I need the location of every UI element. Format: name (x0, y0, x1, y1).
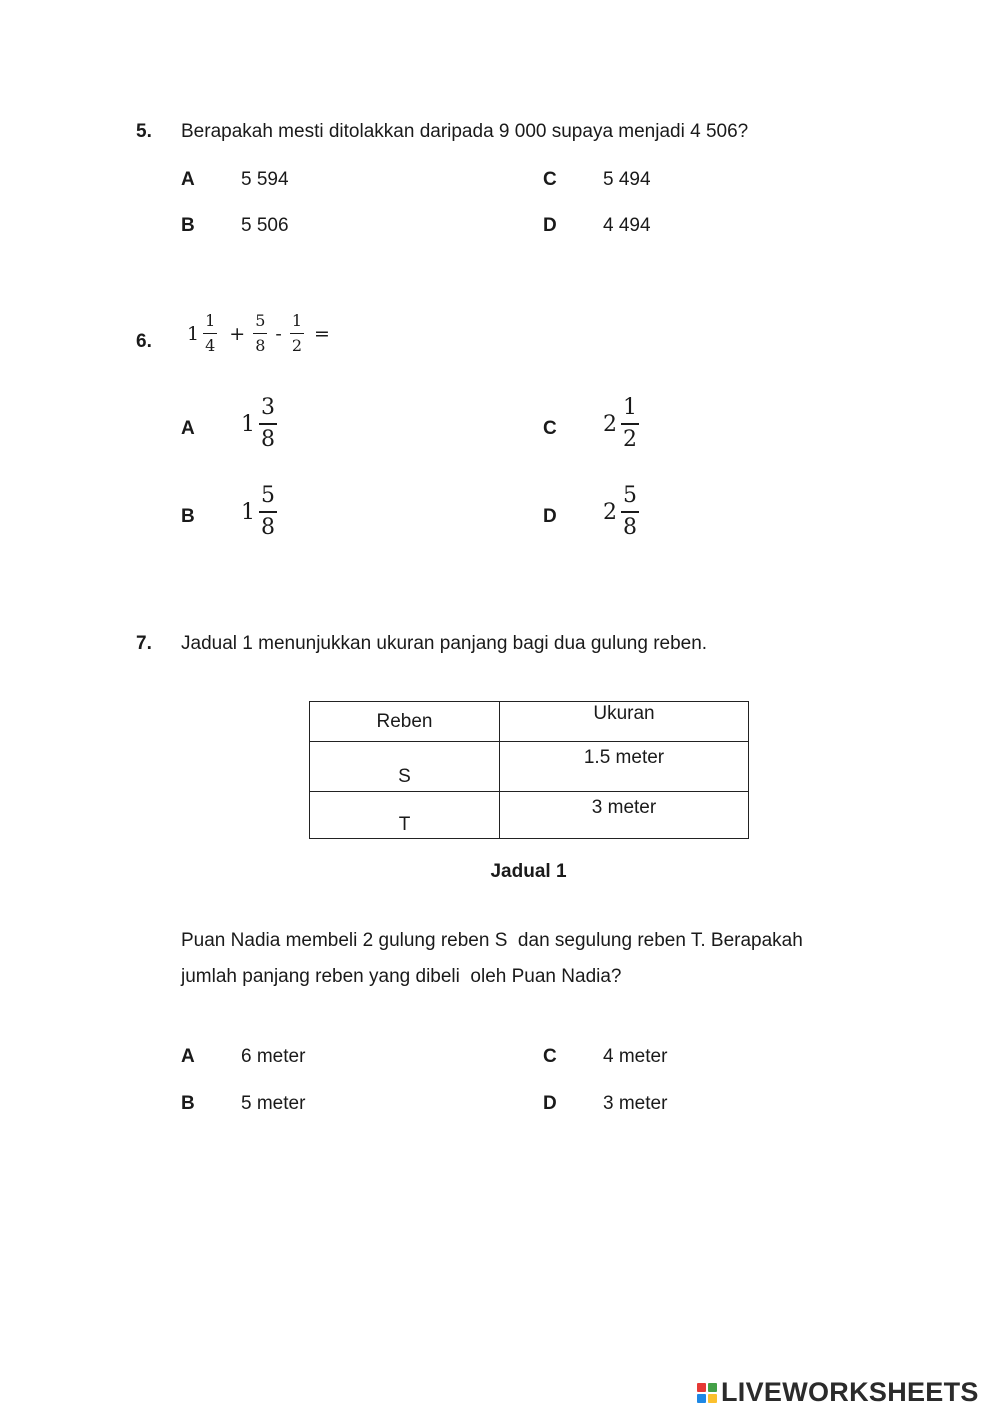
q6-option-b-whole: 1 (241, 499, 255, 525)
q6-option-b-denominator: 8 (261, 515, 275, 540)
expr-plus-sign: + (229, 322, 246, 345)
logo-mark-icon (697, 1383, 717, 1403)
question-7-body-line-1: Puan Nadia membeli 2 gulung reben S dan segulung reben T. Berapakah (181, 930, 803, 951)
logo-square-green (708, 1383, 717, 1392)
expr-term-2-numerator: 5 (255, 311, 266, 330)
table-header-ukuran: Ukuran (593, 703, 655, 724)
q5-option-c-value[interactable]: 5 494 (603, 169, 651, 190)
q7-option-c-value[interactable]: 4 meter (603, 1046, 668, 1067)
expr-term-2-fraction (253, 313, 267, 354)
q5-option-a-value[interactable]: 5 594 (241, 169, 289, 190)
q6-option-c-whole: 2 (603, 411, 617, 437)
q7-option-b-value[interactable]: 5 meter (241, 1093, 306, 1114)
q7-option-a-value[interactable]: 6 meter (241, 1046, 306, 1067)
q5-option-a-letter: A (181, 169, 195, 190)
q6-option-b-numerator: 5 (261, 483, 275, 508)
table-cell-reben (310, 742, 500, 792)
logo-square-blue (697, 1394, 706, 1403)
q6-option-c-numerator: 1 (623, 395, 637, 420)
q6-option-c-denominator: 2 (623, 427, 637, 452)
q6-option-d-denominator: 8 (623, 515, 637, 540)
table-cell-ukuran-t: 3 meter (591, 797, 657, 818)
q5-option-c-letter: C (543, 169, 557, 190)
q6-option-c-fraction (621, 397, 639, 451)
expr-term-3-fraction (290, 313, 304, 354)
q6-option-d-fraction (621, 485, 639, 539)
q6-option-a-denominator: 8 (261, 427, 275, 452)
q5-option-b-letter: B (181, 215, 195, 236)
q6-option-b-letter: B (181, 506, 195, 527)
table-cell-reben-s: S (398, 766, 411, 787)
q6-option-d-letter: D (543, 506, 557, 527)
table-row (310, 742, 749, 792)
question-6-number: 6. (136, 331, 152, 352)
ribbon-table (309, 701, 749, 839)
expr-term-2-denominator: 8 (255, 336, 266, 355)
q7-option-b-letter: B (181, 1093, 195, 1114)
question-5-text: Berapakah mesti ditolakkan daripada 9 000 supaya menjadi 4 506? (181, 121, 749, 142)
q6-option-b-fraction (259, 485, 277, 539)
expr-term-1-whole: 1 (187, 322, 200, 345)
question-5-number: 5. (136, 121, 152, 142)
table-cell-ukuran (500, 742, 749, 792)
q6-option-a-value[interactable] (241, 397, 277, 451)
table-row (310, 792, 749, 839)
table-header-reben: Reben (376, 711, 433, 732)
q5-option-d-value[interactable]: 4 494 (603, 215, 651, 236)
question-7-body-line-2: jumlah panjang reben yang dibeli oleh Puan Nadia? (181, 966, 622, 987)
table-cell-ukuran (500, 792, 749, 839)
q7-option-d-letter: D (543, 1093, 557, 1114)
table-caption: Jadual 1 (490, 861, 567, 882)
table-cell-ukuran-s: 1.5 meter (583, 747, 665, 768)
q5-option-b-value[interactable]: 5 506 (241, 215, 289, 236)
expr-term-1-fraction (203, 313, 217, 354)
q6-option-a-numerator: 3 (261, 395, 275, 420)
question-7-number: 7. (136, 633, 152, 654)
q7-option-a-letter: A (181, 1046, 195, 1067)
table-cell-reben (310, 792, 500, 839)
q6-option-c-letter: C (543, 418, 557, 439)
q6-option-d-whole: 2 (603, 499, 617, 525)
logo-square-red (697, 1383, 706, 1392)
q6-option-a-letter: A (181, 418, 195, 439)
q6-option-a-fraction (259, 397, 277, 451)
question-6-expression (187, 313, 330, 354)
expr-minus-sign: - (275, 322, 282, 345)
liveworksheets-logo (697, 1377, 979, 1408)
logo-text: LIVEWORKSHEETS (721, 1377, 979, 1407)
q6-option-d-value[interactable] (603, 485, 639, 539)
expr-term-3-numerator: 1 (291, 311, 302, 330)
logo-square-yellow (708, 1394, 717, 1403)
table-header-cell-ukuran (500, 702, 749, 742)
q6-option-d-numerator: 5 (623, 483, 637, 508)
expr-term-1-numerator: 1 (205, 311, 216, 330)
question-7-text: Jadual 1 menunjukkan ukuran panjang bagi dua gulung reben. (181, 633, 708, 654)
q7-option-d-value[interactable]: 3 meter (603, 1093, 668, 1114)
expr-term-1 (187, 313, 217, 354)
q6-option-b-value[interactable] (241, 485, 277, 539)
expr-term-3-denominator: 2 (291, 336, 302, 355)
q7-option-c-letter: C (543, 1046, 557, 1067)
table-cell-reben-t: T (398, 814, 411, 835)
expr-term-1-denominator: 4 (205, 336, 216, 355)
q6-option-c-value[interactable] (603, 397, 639, 451)
expr-equals-sign: = (314, 322, 330, 345)
q5-option-d-letter: D (543, 215, 557, 236)
q6-option-a-whole: 1 (241, 411, 255, 437)
table-header-row (310, 702, 749, 742)
table-header-cell-reben (310, 702, 500, 742)
